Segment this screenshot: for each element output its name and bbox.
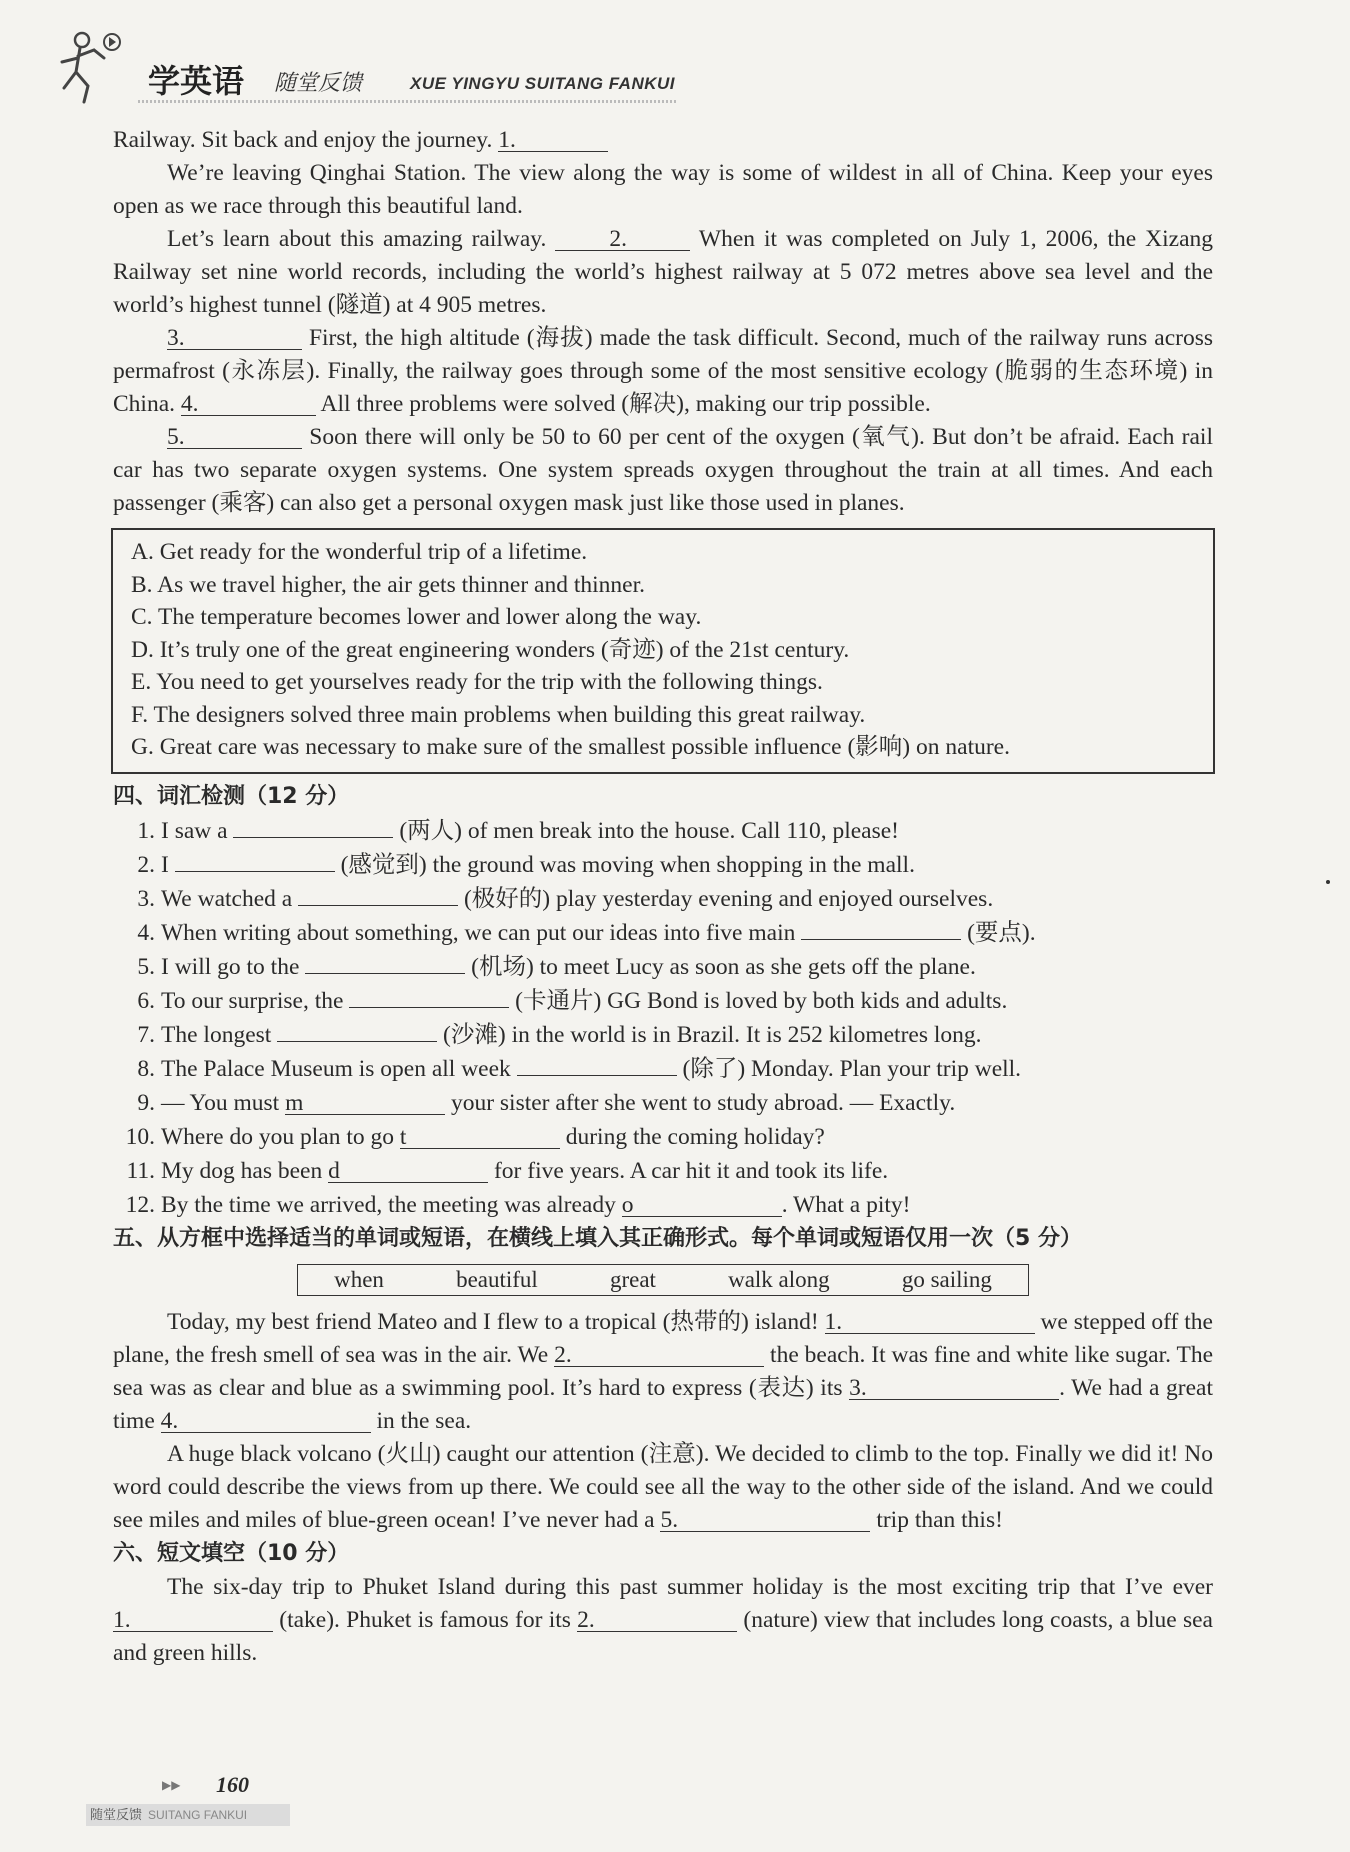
- answer-blank[interactable]: 2.: [554, 1344, 764, 1367]
- section-heading: 四、词汇检测（12 分）: [113, 783, 350, 809]
- question-item: 11. My dog has been d for five years. A car hit it and took its life.: [126, 1157, 889, 1184]
- passage-paragraph: 3. First, the high altitude (海拔) made the task difficult. Second, much of the railway runs across permafrost (永冻层). Finally, the railway goes through some of the most sensitive ecology (脆弱的生态环境) in China. 4. All three problems were solved (解决), making our trip possible.: [113, 325, 1213, 417]
- passage-paragraph: Let’s learn about this amazing railway. 2. When it was completed on July 1, 2006, the Xizang Railway set nine world records, including the world’s highest railway at 5 072 metres above sea level and the world’s highest tunnel (隧道) at 4 905 metres.: [113, 226, 1214, 318]
- word-option: go sailing: [901, 1267, 992, 1292]
- answer-blank[interactable]: o: [622, 1194, 782, 1217]
- answer-blank[interactable]: t: [400, 1126, 560, 1149]
- answer-blank[interactable]: 5.: [167, 426, 302, 449]
- answer-blank[interactable]: [277, 1041, 437, 1042]
- word-option: when: [334, 1267, 384, 1292]
- question-item: 2. I (感觉到) the ground was moving when shopping in the mall.: [137, 851, 915, 878]
- header-subtitle: 随堂反馈: [274, 71, 363, 96]
- answer-blank[interactable]: 5.: [660, 1509, 870, 1532]
- option-item: A. Get ready for the wonderful trip of a lifetime.: [131, 539, 588, 565]
- answer-blank[interactable]: 1.: [825, 1311, 1035, 1334]
- answer-blank[interactable]: 1.: [498, 129, 608, 152]
- answer-blank[interactable]: [349, 1007, 509, 1008]
- answer-blank[interactable]: 2.: [577, 1609, 737, 1632]
- header-rule: [138, 100, 678, 103]
- answer-blank[interactable]: 3.: [167, 327, 302, 350]
- question-item: 1. I saw a (两人) of men break into the house. Call 110, please!: [137, 817, 899, 844]
- passage-line-0: Railway. Sit back and enjoy the journey. 1.: [113, 124, 1213, 157]
- answer-blank[interactable]: [233, 837, 393, 838]
- header-title: 学英语: [148, 62, 245, 100]
- word-option: walk along: [728, 1267, 830, 1292]
- answer-blank[interactable]: [801, 939, 961, 940]
- question-item: 8. The Palace Museum is open all week (除了) Monday. Plan your trip well.: [137, 1055, 1022, 1082]
- option-item: C. The temperature becomes lower and lower along the way.: [131, 604, 702, 630]
- passage-paragraph: We’re leaving Qinghai Station. The view along the way is some of wildest in all of China. Keep your eyes open as we race through this beautiful land.: [113, 160, 1213, 219]
- option-item: F. The designers solved three main problems when building this great railway.: [131, 701, 866, 728]
- option-item: D. It’s truly one of the great engineering wonders (奇迹) of the 21st century.: [131, 636, 850, 663]
- question-item: 4. When writing about something, we can put our ideas into five main (要点).: [137, 919, 1036, 946]
- answer-blank[interactable]: [298, 905, 458, 906]
- stray-mark: [1326, 880, 1330, 884]
- answer-blank[interactable]: d: [328, 1160, 488, 1183]
- footer-band: 随堂反馈 SUITANG FANKUI: [86, 1804, 290, 1826]
- arrow-icon: ▶▶: [162, 1778, 181, 1792]
- answer-blank[interactable]: 4.: [181, 393, 316, 416]
- passage-paragraph: 5. Soon there will only be 50 to 60 per cent of the oxygen (氧气). But don’t be afraid. Each rail car has two separate oxygen systems. One system spreads oxygen throughout the train at all times. And each passenger (乘客) can also get a personal oxygen mask just like those used in planes.: [113, 424, 1213, 516]
- word-box: [297, 1264, 1029, 1296]
- answer-blank[interactable]: m: [285, 1092, 445, 1115]
- answer-blank[interactable]: [517, 1075, 677, 1076]
- word-option: great: [609, 1267, 656, 1292]
- page-header: [48, 18, 1288, 110]
- page-number: 160: [216, 1772, 249, 1797]
- options-box: [111, 528, 1215, 774]
- question-item: 12. By the time we arrived, the meeting was already o . What a pity!: [125, 1191, 911, 1218]
- question-item: 5. I will go to the (机场) to meet Lucy as soon as she gets off the plane.: [137, 953, 976, 980]
- question-item: 9. — You must m your sister after she went to study abroad. — Exactly.: [137, 1089, 956, 1116]
- passage-paragraph: The six-day trip to Phuket Island during this past summer holiday is the most exciting trip that I’ve ever 1. (take). Phuket is famous for its 2. (nature) view that includes long coasts, a blue sea and green hills.: [113, 1573, 1213, 1666]
- question-item: 6. To our surprise, the (卡通片) GG Bond is loved by both kids and adults.: [137, 987, 1008, 1014]
- runner-logo-icon: [54, 28, 124, 106]
- page-footer: [86, 1770, 386, 1840]
- answer-blank[interactable]: 4.: [161, 1410, 371, 1433]
- word-option: beautiful: [456, 1267, 538, 1292]
- passage-paragraph: A huge black volcano (火山) caught our attention (注意). We decided to climb to the top. Finally we did it! No word could describe the views from up there. We could see all the way to the other side of the island. And we could see miles and miles of blue-green ocean! I’ve never had a 5. trip than this!: [113, 1440, 1213, 1533]
- option-item: B. As we travel higher, the air gets thinner and thinner.: [131, 571, 645, 598]
- section-heading: 六、短文填空（10 分）: [113, 1540, 350, 1566]
- answer-blank[interactable]: [175, 871, 335, 872]
- option-item: E. You need to get yourselves ready for the trip with the following things.: [131, 669, 823, 695]
- answer-blank[interactable]: 3.: [849, 1377, 1059, 1400]
- worksheet-content: [113, 124, 1213, 1670]
- question-item: 10. Where do you plan to go t during the coming holiday?: [125, 1123, 825, 1150]
- option-item: G. Great care was necessary to make sure of the smallest possible influence (影响) on nature.: [131, 734, 1010, 760]
- passage-paragraph: Today, my best friend Mateo and I flew to a tropical (热带的) island! 1. we stepped off the plane, the fresh smell of sea was in the air. We 2. the beach. It was fine and white like sugar. The sea was as clear and blue as a swimming pool. It’s hard to express (表达) its 3. . We had a great time 4. in the sea.: [113, 1308, 1213, 1434]
- question-item: 3. We watched a (极好的) play yesterday evening and enjoyed ourselves.: [137, 885, 994, 912]
- section-heading: 五、从方框中选择适当的单词或短语，在横线上填入其正确形式。每个单词或短语仅用一次（5 分）: [113, 1225, 1082, 1251]
- question-item: 7. The longest (沙滩) in the world is in Brazil. It is 252 kilometres long.: [137, 1021, 982, 1048]
- answer-blank[interactable]: [305, 973, 465, 974]
- header-title-pinyin: XUE YINGYU SUITANG FANKUI: [410, 74, 676, 93]
- answer-blank[interactable]: 2.: [555, 228, 690, 251]
- answer-blank[interactable]: 1.: [113, 1609, 273, 1632]
